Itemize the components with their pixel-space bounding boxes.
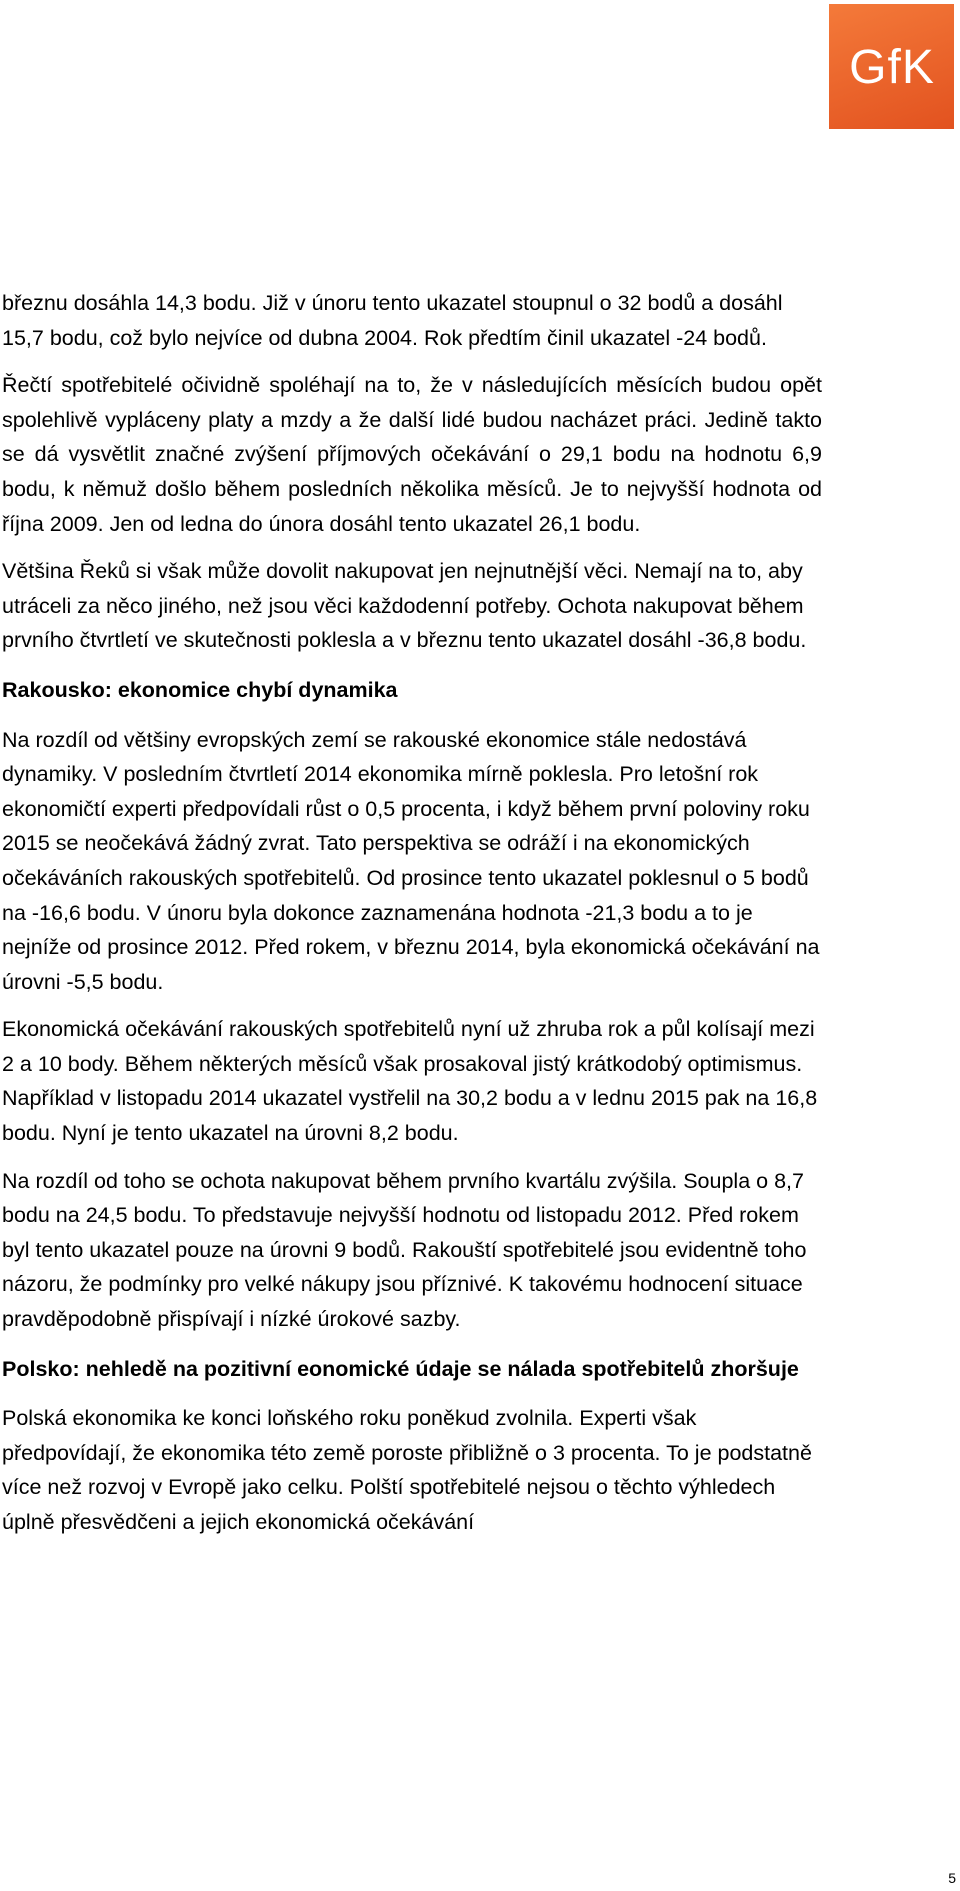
paragraph-austria-economy: Na rozdíl od většiny evropských zemí se rakouské ekonomice stále nedostává dynamiky. V posledním čtvrtletí 2014 ekonomika mírně poklesla. Pro letošní rok ekonomičtí experti předpovídali růst o 0,5 procenta, i když během první poloviny roku 2015 se neočekává žádný zvrat. Tato perspektiva se odráží i na ekonomických očekáváních rakouských spotřebitelů. Od prosince tento ukazatel poklesnul o 5 bodů na -16,6 bodu. V únoru byla dokonce zaznamenána hodnota -21,3 bodu a to je nejníže od prosince 2012. Před rokem, v březnu 2014, byla ekonomická očekávání na úrovni -5,5 bodu. (2, 727, 820, 994)
document-body (2, 286, 822, 1540)
heading-austria: Rakousko: ekonomice chybí dynamika (2, 677, 398, 702)
paragraph-greece-purchase: Většina Řeků si však může dovolit nakupovat jen nejnutnější věci. Nemají na to, aby utráceli za něco jiného, než jsou věci každodenní potřeby. Ochota nakupovat během prvního čtvrtletí ve skutečnosti poklesla a v březnu tento ukazatel dosáhl -36,8 bodu. (2, 559, 807, 653)
gfk-logo-mark (840, 37, 944, 97)
gfk-logo-icon (829, 4, 954, 129)
paragraph-greece-intro: březnu dosáhla 14,3 bodu. Již v únoru tento ukazatel stoupnul o 32 bodů a dosáhl 15,7 bodu, což bylo nejvíce od dubna 2004. Rok předtím činil ukazatel -24 bodů. (2, 291, 783, 350)
heading-poland: Polsko: nehledě na pozitivní eonomické údaje se nálada spotřebitelů zhoršuje (2, 1356, 799, 1381)
paragraph-austria-expectations: Ekonomická očekávání rakouských spotřebitelů nyní už zhruba rok a půl kolísají mezi 2 a 10 body. Během některých měsíců však prosakoval jistý krátkodobý optimismus. Například v listopadu 2014 ukazatel vystřelil na 30,2 bodu a v lednu 2015 pak na 16,8 bodu. Nyní je tento ukazatel na úrovni 8,2 bodu. (2, 1017, 818, 1146)
page-number: 5 (948, 1870, 956, 1886)
gfk-logo-text: GfK (848, 40, 935, 94)
paragraph-greece-income: Řečtí spotřebitelé očividně spoléhají na to, že v následujících měsících budou opět spolehlivě vypláceny platy a mzdy a že další lidé budou nacházet práci. Jedině takto se dá vysvětlit značné zvýšení příjmových očekávání o 29,1 bodu na hodnotu 6,9 bodu, k němuž došlo během posledních několika měsíců. Je to nejvyšší hodnota od října 2009. Jen od ledna do února dosáhl tento ukazatel 26,1 bodu. (2, 373, 822, 536)
paragraph-austria-purchase: Na rozdíl od toho se ochota nakupovat během prvního kvartálu zvýšila. Soupla o 8,7 bodu na 24,5 bodu. To představuje nejvyšší hodnotu od listopadu 2012. Před rokem byl tento ukazatel pouze na úrovni 9 bodů. Rakouští spotřebitelé jsou evidentně toho názoru, že podmínky pro velké nákupy jsou příznivé. K takovému hodnocení situace pravděpodobně přispívají i nízké úrokové sazby. (2, 1168, 807, 1332)
paragraph-poland-economy: Polská ekonomika ke konci loňského roku poněkud zvolnila. Experti však předpovídají, že ekonomika této země poroste přibližně o 3 procenta. To je podstatně více než rozvoj v Evropě jako celku. Polští spotřebitelé nejsou o těchto výhledech úplně přesvědčeni a jejich ekonomická očekávání (2, 1406, 812, 1534)
